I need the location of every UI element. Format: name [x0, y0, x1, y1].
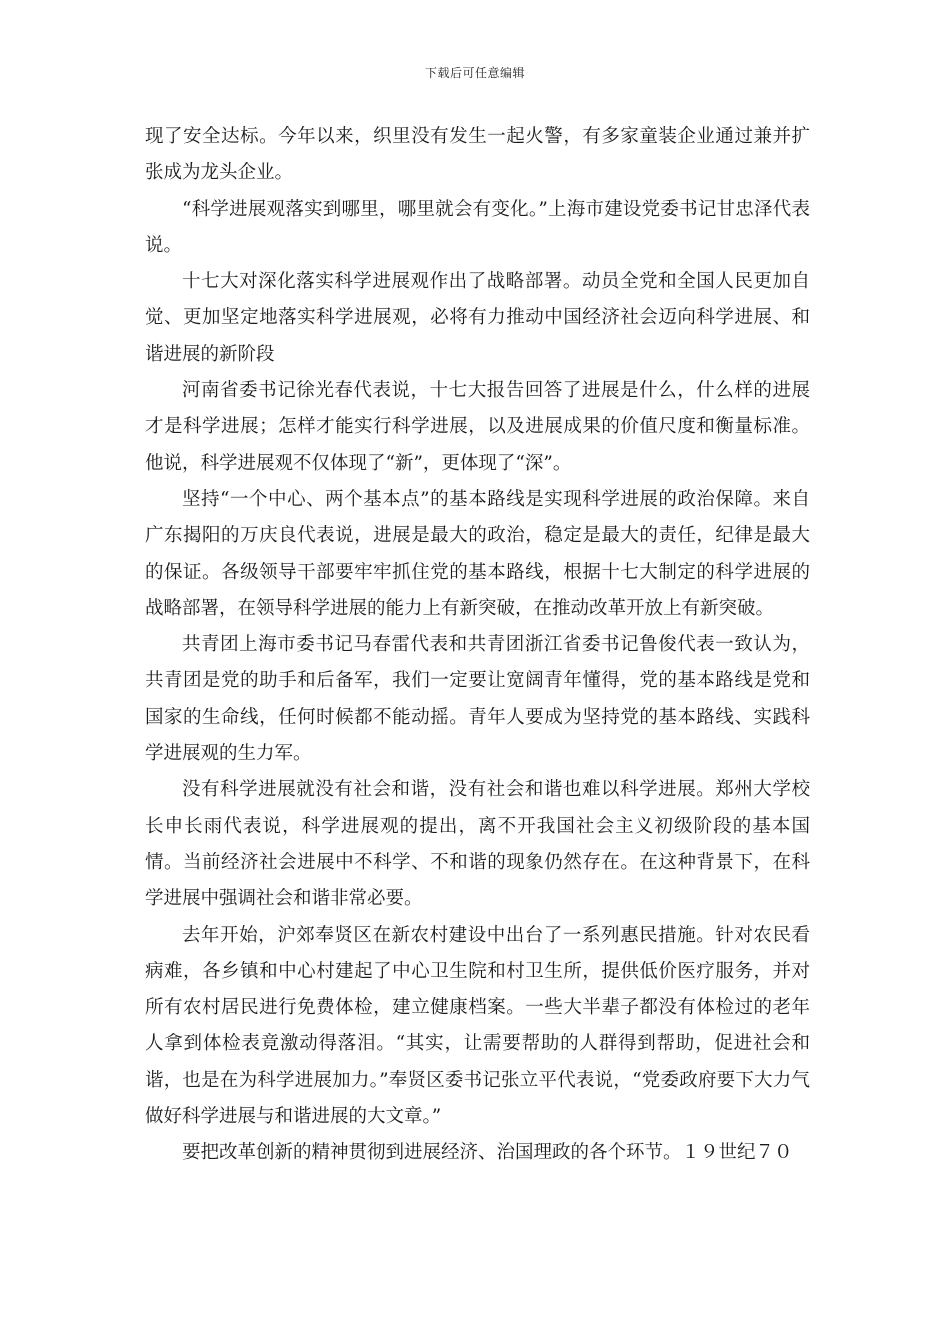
paragraph: 坚持“一个中心、两个基本点”的基本路线是实现科学进展的政治保障。来自广东揭阳的万庆良代表说，进展是最大的政治，稳定是最大的责任，纪律是最大的保证。各级领导干部要牢牢抓住党的基本路线，根据十七大制定的科学进展的战略部署，在领导科学进展的能力上有新突破，在推动改革开放上有新突破。	[145, 488, 810, 619]
paragraph: 河南省委书记徐光春代表说，十七大报告回答了进展是什么，什么样的进展才是科学进展；怎样才能实行科学进展，以及进展成果的价值尺度和衡量标准。他说，科学进展观不仅体现了“新”，更体现了“深”。	[145, 380, 810, 474]
paragraph: 要把改革创新的精神贯彻到进展经济、治国理政的各个环节。１９世纪７０	[182, 1142, 793, 1164]
paragraph: 十七大对深化落实科学进展观作出了战略部署。动员全党和全国人民更加自觉、更加坚定地落实科学进展观，必将有力推动中国经济社会迈向科学进展、和谐进展的新阶段	[145, 271, 810, 365]
paragraph: 去年开始，沪郊奉贤区在新农村建设中出台了一系列惠民措施。针对农民看病难，各乡镇和中心村建起了中心卫生院和村卫生所，提供低价医疗服务，并对所有农村居民进行免费体检，建立健康档案。一些大半辈子都没有体检过的老年人拿到体检表竟激动得落泪。“其实，让需要帮助的人群得到帮助，促进社会和谐，也是在为科学进展加力。”奉贤区委书记张立平代表说，“党委政府要下大力气做好科学进展与和谐进展的大文章。”	[145, 924, 810, 1128]
document-body	[145, 119, 810, 1172]
paragraph: 共青团上海市委书记马春雷代表和共青团浙江省委书记鲁俊代表一致认为，共青团是党的助手和后备军，我们一定要让宽阔青年懂得，党的基本路线是党和国家的生命线，任何时候都不能动摇。青年人要成为坚持党的基本路线、实践科学进展观的生力军。	[145, 634, 810, 765]
page-header: 下载后可任意编辑	[424, 66, 525, 80]
paragraph: 现了安全达标。今年以来，织里没有发生一起火警，有多家童装企业通过兼并扩张成为龙头企业。	[145, 126, 810, 184]
paragraph: “科学进展观落实到哪里，哪里就会有变化。”上海市建设党委书记甘忠泽代表说。	[145, 198, 810, 256]
paragraph: 没有科学进展就没有社会和谐，没有社会和谐也难以科学进展。郑州大学校长申长雨代表说，科学进展观的提出，离不开我国社会主义初级阶段的基本国情。当前经济社会进展中不科学、不和谐的现象仍然存在。在这种背景下，在科学进展中强调社会和谐非常必要。	[145, 779, 810, 910]
